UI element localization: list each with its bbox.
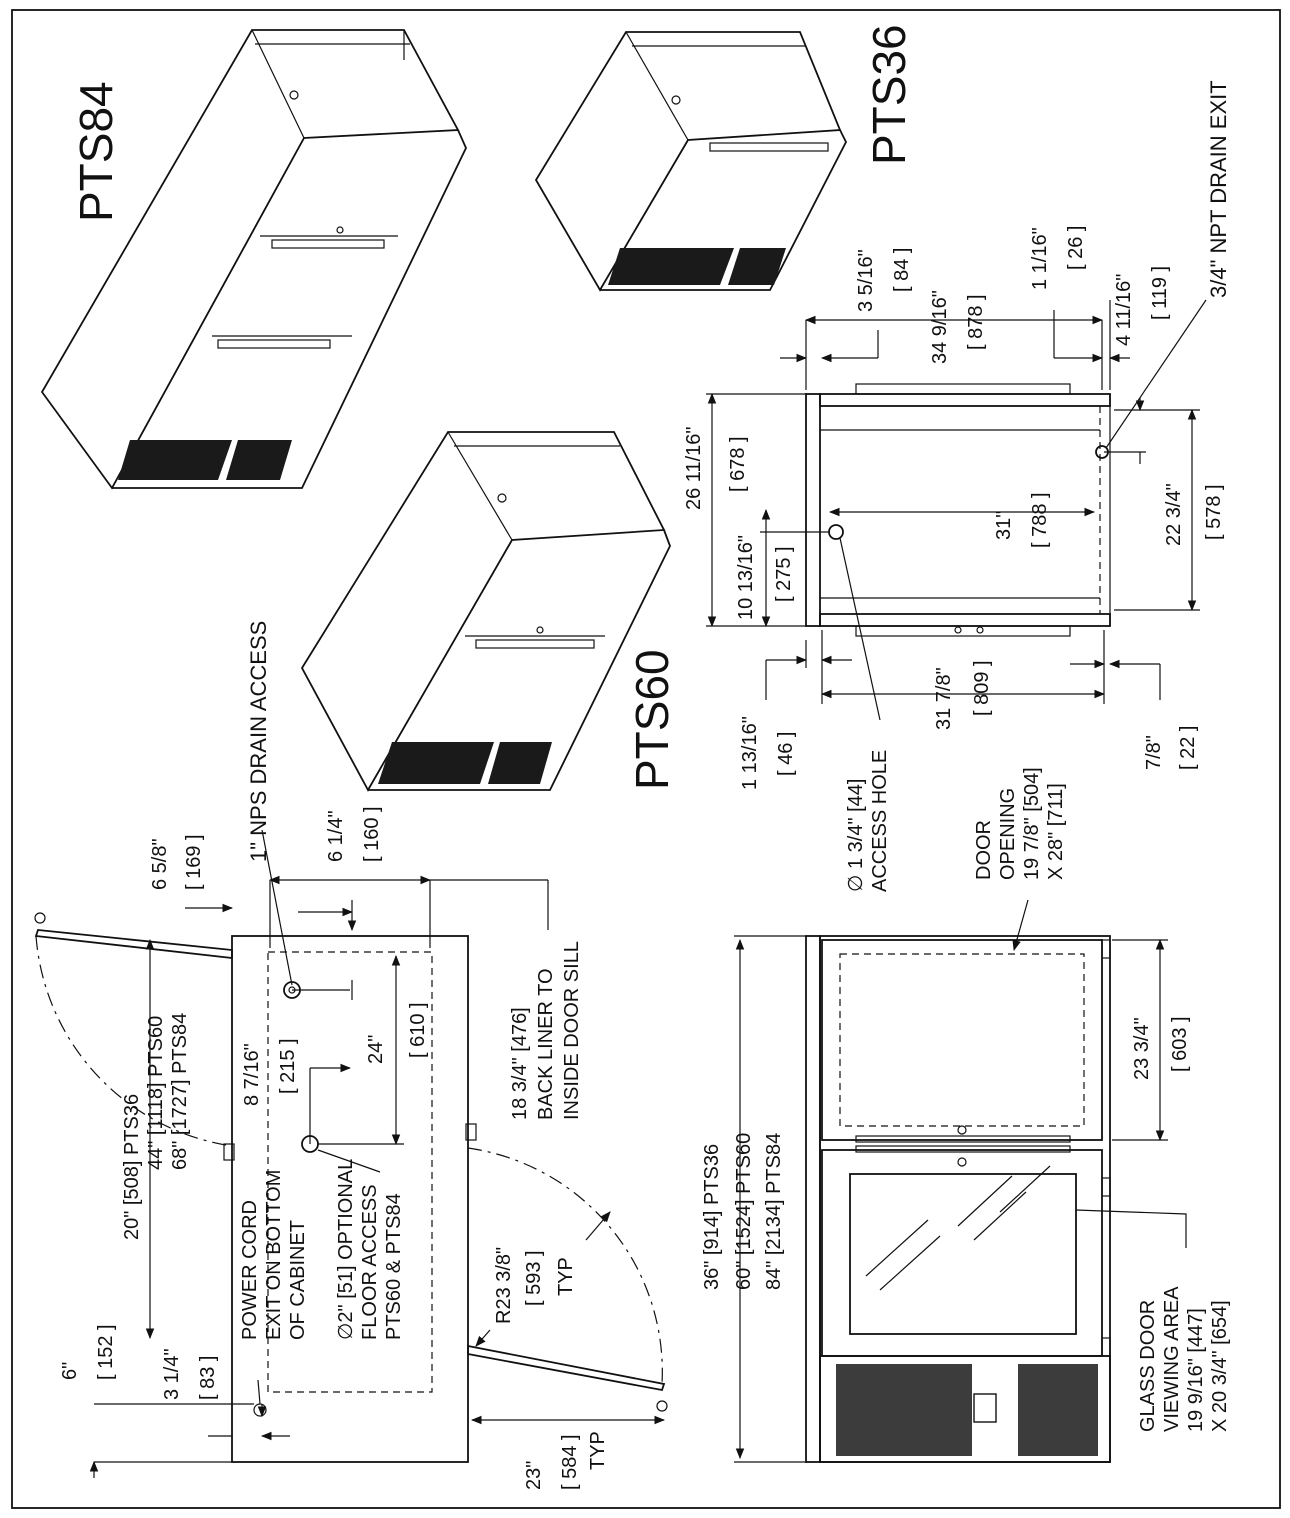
npt-drain-label: 3/4" NPT DRAIN EXIT xyxy=(1206,80,1231,298)
dim-6-5-8-mm: [ 169 ] xyxy=(183,834,205,890)
dim-31-7-8-in: 31 7/8" xyxy=(933,667,955,730)
dim-22-3-4-in: 22 3/4" xyxy=(1163,483,1185,546)
swing-line-1: 23" xyxy=(523,1460,545,1490)
glass-area-line-2: VIEWING AREA xyxy=(1161,1286,1183,1432)
overall-length-2: 60" [1524] PTS60 xyxy=(733,1132,755,1290)
side-view-outline xyxy=(806,384,1110,636)
dim-3-5-16-mm: [ 84 ] xyxy=(891,247,913,292)
width-line-3: 68" [1727] PTS84 xyxy=(169,1012,191,1170)
dim-6-5-8-in: 6 5/8" xyxy=(149,838,171,890)
cord-exit-line-3: OF CABINET xyxy=(287,1219,309,1340)
pts60-unit xyxy=(302,432,670,790)
dim-1-13-16-mm: [ 46 ] xyxy=(775,731,797,776)
dim-6-mm: [ 152 ] xyxy=(95,1324,117,1380)
dim-10-13-16-mm: [ 275 ] xyxy=(773,546,795,602)
glass-area-line-1: GLASS DOOR xyxy=(1137,1299,1159,1432)
dim-3-1-4-mm: [ 83 ] xyxy=(197,1355,219,1400)
dim-26-11-16-mm: [ 678 ] xyxy=(727,436,749,492)
door-opening-line-1: DOOR xyxy=(973,820,995,880)
floor-access-line-1: ∅2" [51] OPTIONAL xyxy=(335,1158,357,1340)
dim-34-9-16-mm: [ 878 ] xyxy=(965,294,987,350)
overall-length-1: 36" [914] PTS36 xyxy=(701,1143,723,1290)
dim-23-3-4-mm: [ 603 ] xyxy=(1169,1016,1191,1072)
dim-10-13-16-in: 10 13/16" xyxy=(735,535,757,620)
pts60-grille xyxy=(378,742,552,784)
swing-line-3: TYP xyxy=(587,1431,609,1470)
dim-8-7-16-in: 8 7/16" xyxy=(241,1043,263,1106)
cord-exit-line-2: EXIT ON BOTTOM xyxy=(263,1169,285,1340)
dim-34-9-16-in: 34 9/16" xyxy=(929,290,951,364)
glass-area-line-3: 19 9/16" [447] xyxy=(1185,1308,1207,1432)
back-liner-line-3: INSIDE DOOR SILL xyxy=(561,941,583,1120)
back-liner-line-1: 18 3/4" [476] xyxy=(509,1007,531,1120)
dim-7-8-mm: [ 22 ] xyxy=(1177,725,1199,770)
dim-26-11-16-in: 26 11/16" xyxy=(683,426,705,510)
dim-6-1-4-in: 6 1/4" xyxy=(325,810,347,862)
dim-6-1-4-mm: [ 160 ] xyxy=(361,806,383,862)
pts84-grille xyxy=(118,440,292,480)
dim-1-1-16-in: 1 1/16" xyxy=(1029,227,1051,290)
width-line-1: 20" [508] PTS36 xyxy=(121,1093,143,1240)
dim-1-1-16-mm: [ 26 ] xyxy=(1065,225,1087,270)
door-opening-line-3: 19 7/8" [504] xyxy=(1021,767,1043,880)
dim-8-7-16-mm: [ 215 ] xyxy=(277,1038,299,1094)
dim-22-3-4-mm: [ 578 ] xyxy=(1203,484,1225,540)
dim-31-mm: [ 788 ] xyxy=(1029,492,1051,548)
dim-6-in: 6" xyxy=(59,1361,81,1380)
back-liner-line-2: BACK LINER TO xyxy=(535,968,557,1120)
front-view-grille xyxy=(836,1364,1098,1456)
dim-3-5-16-in: 3 5/16" xyxy=(855,249,877,312)
radius-line-1: R23 3/8" xyxy=(493,1246,515,1324)
dim-31-in: 31" xyxy=(993,510,1015,540)
radius-line-3: TYP xyxy=(555,1257,577,1296)
dim-3-1-4-in: 3 1/4" xyxy=(161,1348,183,1400)
side-view-dimensions xyxy=(706,300,1206,720)
glass-area-line-4: X 20 3/4" [654] xyxy=(1209,1300,1231,1432)
radius-line-2: [ 593 ] xyxy=(523,1250,545,1306)
dim-24-mm: [ 610 ] xyxy=(407,1002,429,1058)
swing-line-2: [ 584 ] xyxy=(559,1434,581,1490)
door-opening-line-2: OPENING xyxy=(997,787,1019,880)
dim-7-8-in: 7/8" xyxy=(1143,735,1165,770)
width-line-2: 44" [1118] PTS60 xyxy=(145,1015,167,1170)
floor-access-line-3: PTS60 & PTS84 xyxy=(383,1193,405,1340)
pts84-label: PTS84 xyxy=(70,81,122,222)
pts60-label: PTS60 xyxy=(626,649,678,790)
dim-23-3-4-in: 23 3/4" xyxy=(1131,1017,1153,1080)
dim-4-11-16-in: 4 11/16" xyxy=(1113,273,1135,346)
access-hole-line-1: ∅ 1 3/4" [44] xyxy=(845,778,867,892)
pts36-label: PTS36 xyxy=(863,24,915,165)
dim-4-11-16-mm: [ 119 ] xyxy=(1149,265,1171,320)
floor-access-line-2: FLOOR ACCESS xyxy=(359,1184,381,1340)
door-opening-line-4: X 28" [711] xyxy=(1045,783,1067,880)
overall-length-3: 84" [2134] PTS84 xyxy=(763,1132,785,1290)
dim-31-7-8-mm: [ 809 ] xyxy=(971,660,993,716)
dim-1-13-16-in: 1 13/16" xyxy=(739,716,761,790)
pts36-grille xyxy=(608,248,786,285)
access-hole-line-2: ACCESS HOLE xyxy=(869,749,891,892)
cord-exit-line-1: POWER CORD xyxy=(239,1200,261,1340)
drain-access-label: 1" NPS DRAIN ACCESS xyxy=(246,620,271,862)
dim-24-in: 24" xyxy=(365,1034,387,1064)
